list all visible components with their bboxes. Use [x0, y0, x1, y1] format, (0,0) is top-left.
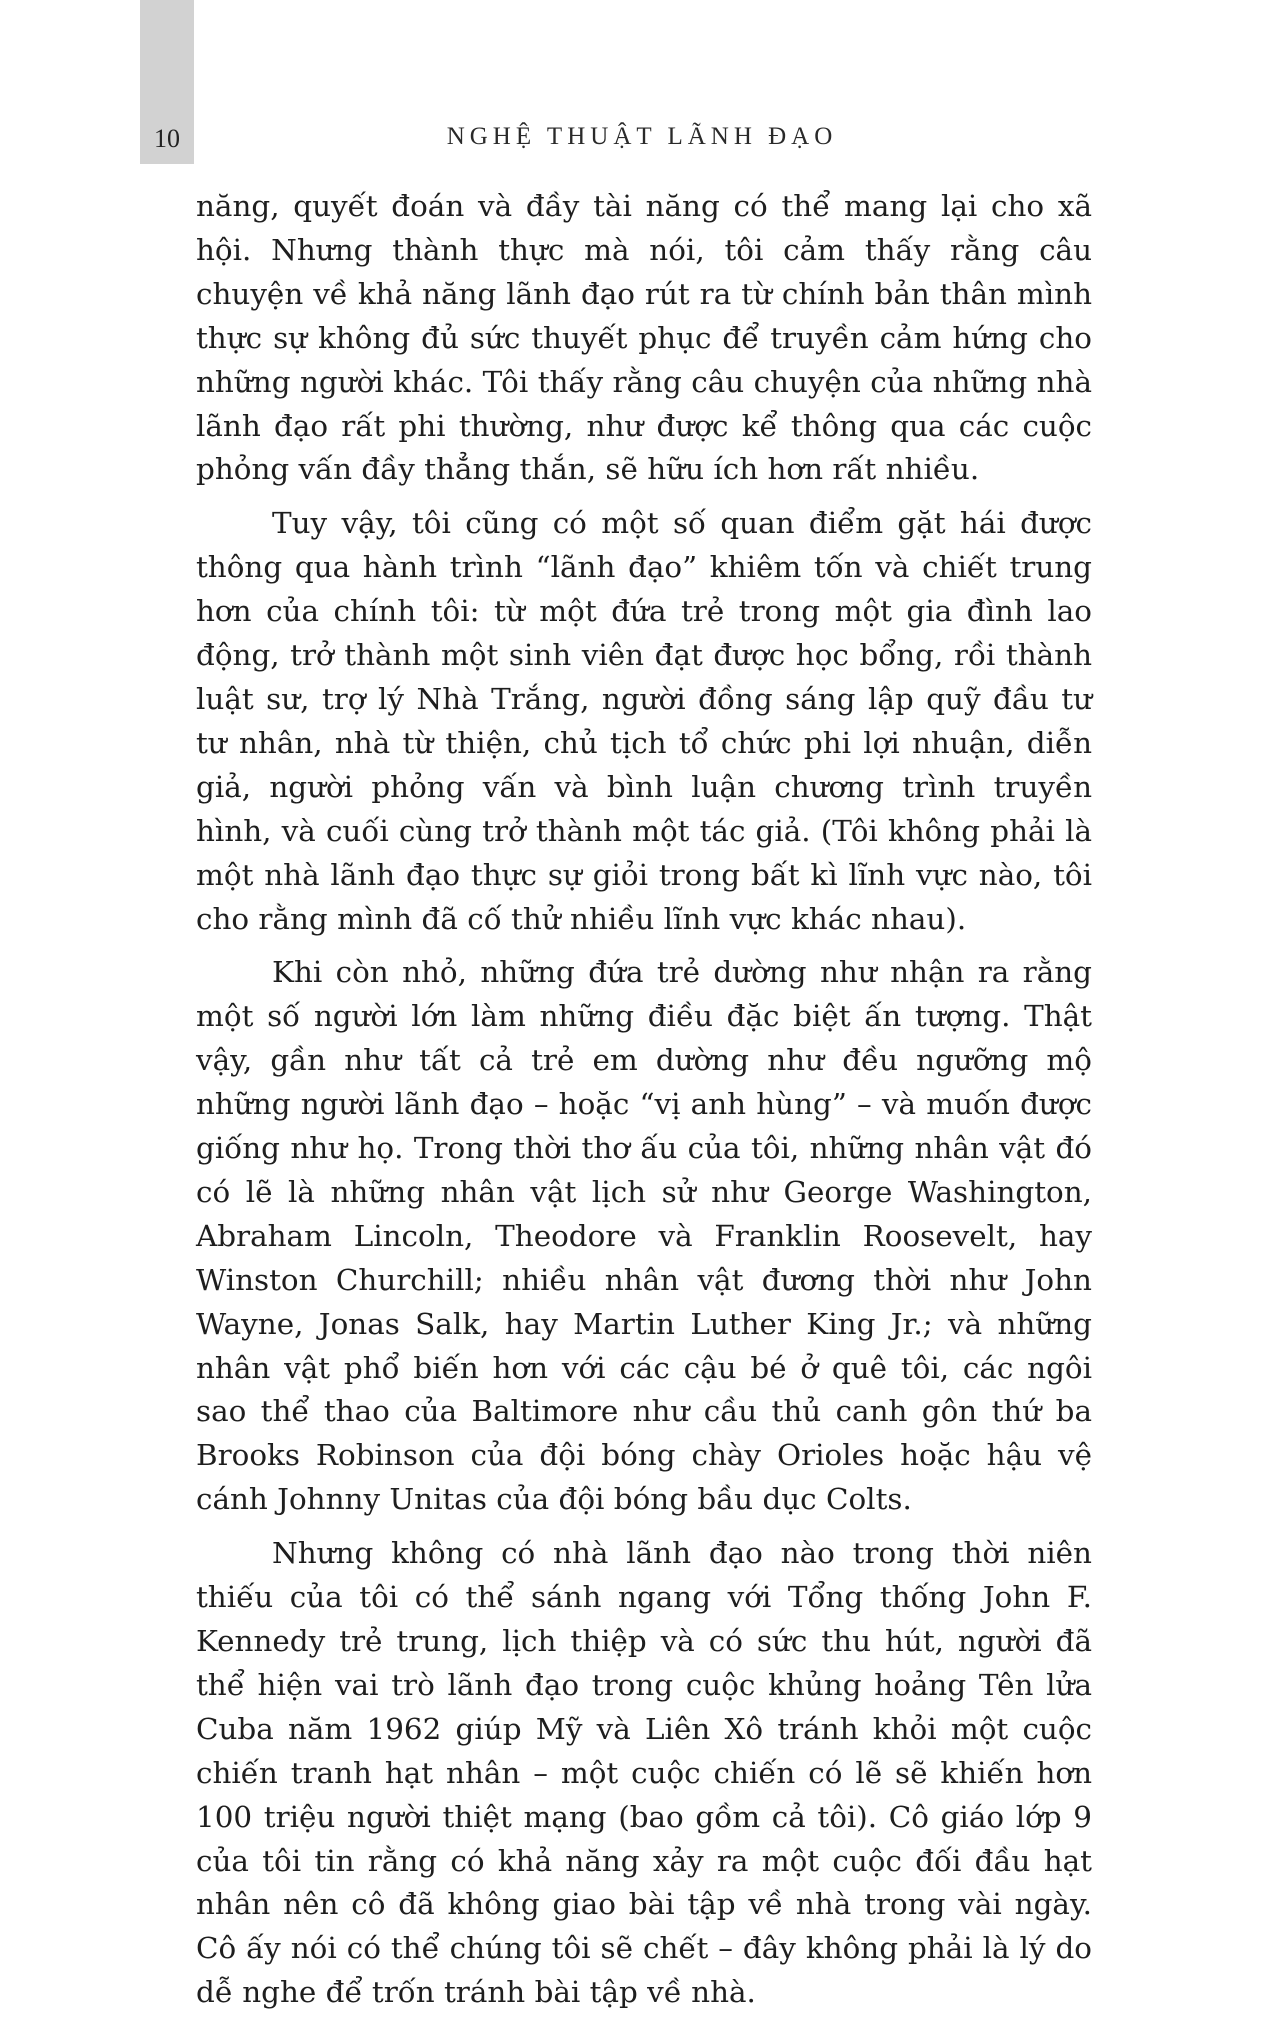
running-header-title: NGHỆ THUẬT LÃNH ĐẠO	[446, 123, 838, 150]
page-number: 10	[154, 124, 180, 153]
paragraph-3: Khi còn nhỏ, những đứa trẻ dường như nhận ra rằng một số người lớn làm những điều đặc biệt ấn tượng. Thật vậy, gần như tất cả trẻ em dường như đều ngưỡng mộ những người lãnh đạo – hoặc “vị anh hùng” – và muốn được giống như họ. Trong thời thơ ấu của tôi, những nhân vật đó có lẽ là những nhân vật lịch sử như George Washington, Abraham Lincoln, Theodore và Franklin Roosevelt, hay Winston Churchill; nhiều nhân vật đương thời như John Wayne, Jonas Salk, hay Martin Luther King Jr.; và những nhân vật phổ biến hơn với các cậu bé ở quê tôi, các ngôi sao thể thao của Baltimore như cầu thủ canh gôn thứ ba Brooks Robinson của đội bóng chày Orioles hoặc hậu vệ cánh Johnny Unitas của đội bóng bầu dục Colts.	[196, 955, 1092, 1517]
paragraph-1: năng, quyết đoán và đầy tài năng có thể mang lại cho xã hội. Nhưng thành thực mà nói, tôi cảm thấy rằng câu chuyện về khả năng lãnh đạo rút ra từ chính bản thân mình thực sự không đủ sức thuyết phục để truyền cảm hứng cho những người khác. Tôi thấy rằng câu chuyện của những nhà lãnh đạo rất phi thường, như được kể thông qua các cuộc phỏng vấn đầy thẳng thắn, sẽ hữu ích hơn rất nhiều.	[196, 189, 1092, 487]
body-text	[196, 185, 1092, 2025]
paragraph-4: Nhưng không có nhà lãnh đạo nào trong thời niên thiếu của tôi có thể sánh ngang với Tổng thống John F. Kennedy trẻ trung, lịch thiệp và có sức thu hút, người đã thể hiện vai trò lãnh đạo trong cuộc khủng hoảng Tên lửa Cuba năm 1962 giúp Mỹ và Liên Xô tránh khỏi một cuộc chiến tranh hạt nhân – một cuộc chiến có lẽ sẽ khiến hơn 100 triệu người thiệt mạng (bao gồm cả tôi). Cô giáo lớp 9 của tôi tin rằng có khả năng xảy ra một cuộc đối đầu hạt nhân nên cô đã không giao bài tập về nhà trong vài ngày. Cô ấy nói có thể chúng tôi sẽ chết – đây không phải là lý do dễ nghe để trốn tránh bài tập về nhà.	[196, 1536, 1092, 2010]
paragraph-2: Tuy vậy, tôi cũng có một số quan điểm gặt hái được thông qua hành trình “lãnh đạo” khiêm tốn và chiết trung hơn của chính tôi: từ một đứa trẻ trong một gia đình lao động, trở thành một sinh viên đạt được học bổng, rồi thành luật sư, trợ lý Nhà Trắng, người đồng sáng lập quỹ đầu tư tư nhân, nhà từ thiện, chủ tịch tổ chức phi lợi nhuận, diễn giả, người phỏng vấn và bình luận chương trình truyền hình, và cuối cùng trở thành một tác giả. (Tôi không phải là một nhà lãnh đạo thực sự giỏi trong bất kì lĩnh vực nào, tôi cho rằng mình đã cố thử nhiều lĩnh vực khác nhau).	[196, 506, 1092, 936]
